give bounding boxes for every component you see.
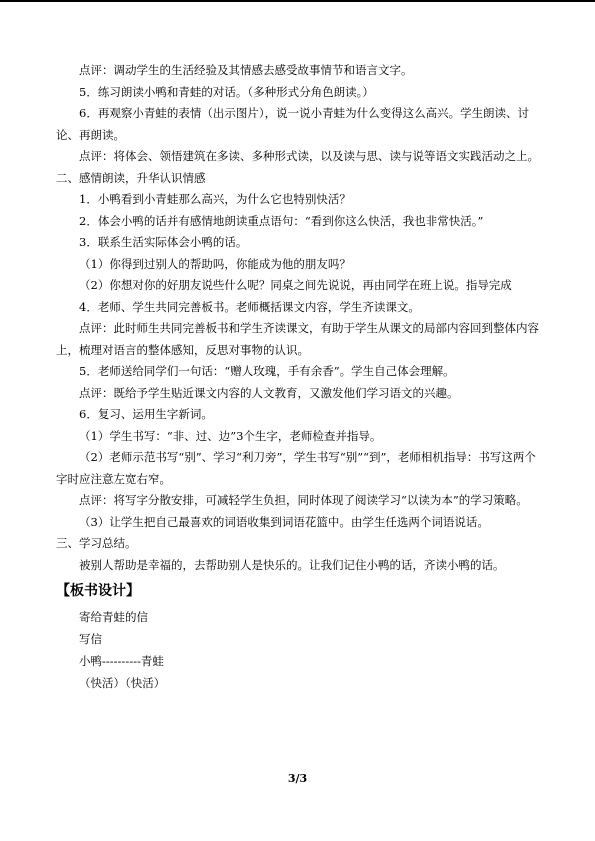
- paragraph: 2．体会小鸭的话并有感情地朗读重点语句：“看到你这么快活，我也非常快活。”: [79, 213, 484, 228]
- paragraph: （1）你得到过别人的帮助吗，你能成为他的朋友吗？: [79, 256, 351, 271]
- paragraph: 二、感情朗读，升华认识情感: [56, 170, 206, 185]
- paragraph: 5．老师送给同学们一句话：“赠人玫瑰，手有余香”。学生自己体会理解。: [79, 364, 455, 378]
- paragraph: （3）让学生把自己最喜欢的词语收集到词语花篮中。由学生任选两个词语说话。: [79, 514, 489, 529]
- paragraph: 1．小鸭看到小青蛙那么高兴，为什么它也特别快活？: [79, 192, 351, 206]
- paragraph: 3．联系生活实际体会小鸭的话。: [79, 235, 248, 249]
- paragraph: （2）老师示范书写“别”、学习“利刀旁”，学生书写“别”“到”，老师相机指导：书写这两个字时应注意左宽右窄。: [56, 450, 536, 486]
- paragraph: 点评：此时师生共同完善板书和学生齐读课文，有助于学生从课文的局部内容回到整体内容上，梳理对语言的整体感知，反思对事物的认识。: [56, 321, 539, 357]
- paragraph: （2）你想对你的好朋友说些什么呢？同桌之间先说说，再由同学在班上说。指导完成: [79, 278, 512, 292]
- paragraph: 5．练习朗读小鸭和青蛙的对话。（多种形式分角色朗读。）: [79, 84, 374, 99]
- paragraph: 被别人帮助是幸福的，去帮助别人是快乐的。让我们记住小鸭的话，齐读小鸭的话。: [79, 557, 505, 572]
- paragraph: 三、学习总结。: [56, 536, 137, 550]
- paragraph: 点评：将写字分散安排，可减轻学生负担，同时体现了阅读学习“以读为本”的学习策略。: [79, 493, 528, 507]
- document-body: [56, 60, 540, 694]
- board-line: 小鸭----------青蛙: [79, 654, 164, 668]
- board-design-lines: [56, 606, 540, 694]
- board-line: 寄给青蛙的信: [79, 610, 148, 624]
- paragraph: 点评：既给予学生贴近课文内容的人文教育，又激发他们学习语文的兴趣。: [79, 385, 459, 400]
- paragraph: 点评：将体会、领悟建筑在多读、多种形式读，以及读与思、读与说等语文实践活动之上。: [79, 149, 539, 163]
- paragraph: 6．复习、运用生字新词。: [79, 407, 213, 421]
- board-line: 写信: [79, 632, 102, 646]
- paragraph: 6．再观察小青蛙的表情（出示图片），说一说小青蛙为什么变得这么高兴。学生朗读、讨论、再朗读。: [56, 106, 530, 142]
- paragraph-list: [56, 60, 540, 576]
- board-design-heading: 【板书设计】: [56, 583, 140, 599]
- top-rule: [0, 0, 595, 2]
- page-number: 3/3: [287, 772, 308, 785]
- paragraph: 4．老师、学生共同完善板书。老师概括课文内容，学生齐读课文。: [79, 299, 420, 314]
- paragraph: （1）学生书写：“非、过、边”3个生字，老师检查并指导。: [79, 428, 382, 443]
- board-line: （快活）（快活）: [79, 676, 166, 690]
- paragraph: 点评：调动学生的生活经验及其情感去感受故事情节和语言文字。: [79, 63, 413, 77]
